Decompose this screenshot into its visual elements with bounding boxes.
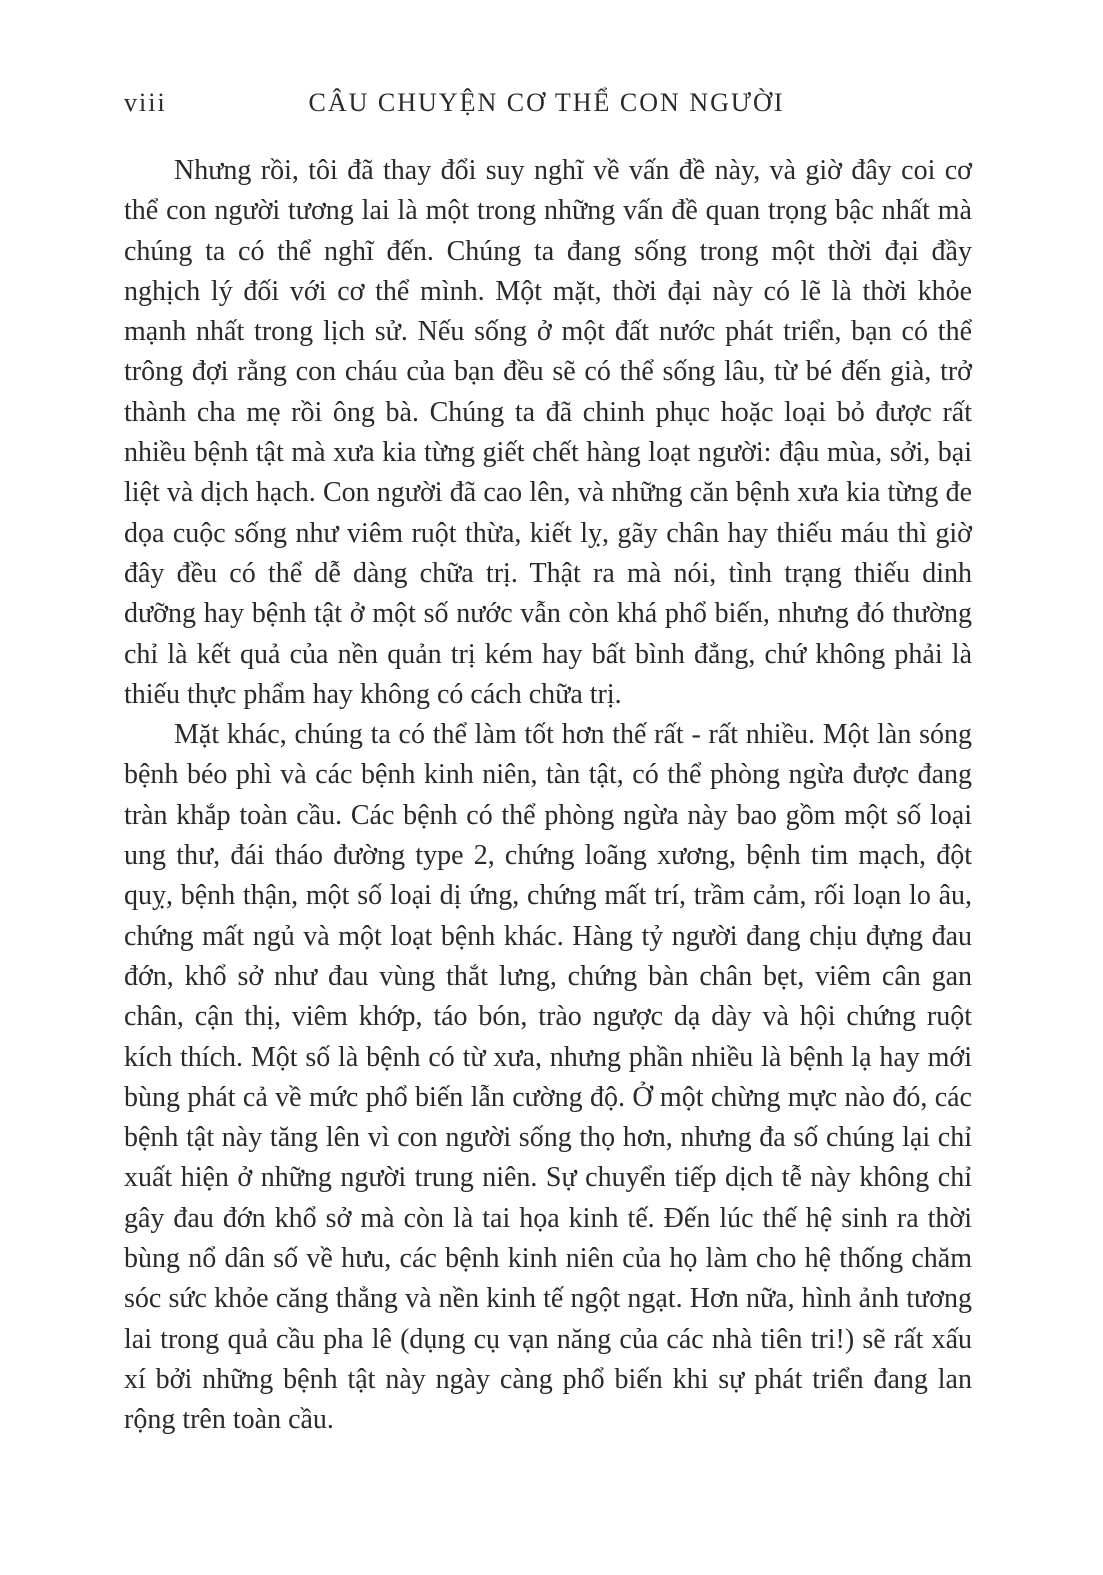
paragraph-1: Nhưng rồi, tôi đã thay đổi suy nghĩ về vấn đề này, và giờ đây coi cơ thể con người tương lai là một trong những vấn đề quan trọng bậc nhất mà chúng ta có thể nghĩ đến. Chúng ta đang sống trong một thời đại đầy nghịch lý đối với cơ thể mình. Một mặt, thời đại này có lẽ là thời khỏe mạnh nhất trong lịch sử. Nếu sống ở một đất nước phát triển, bạn có thể trông đợi rằng con cháu của bạn đều sẽ có thể sống lâu, từ bé đến già, trở thành cha mẹ rồi ông bà. Chúng ta đã chinh phục hoặc loại bỏ được rất nhiều bệnh tật mà xưa kia từng giết chết hàng loạt người: đậu mùa, sởi, bại liệt và dịch hạch. Con người đã cao lên, và những căn bệnh xưa kia từng đe dọa cuộc sống như viêm ruột thừa, kiết lỵ, gãy chân hay thiếu máu thì giờ đây đều có thể dễ dàng chữa trị. Thật ra mà nói, tình trạng thiếu dinh dưỡng hay bệnh tật ở một số nước vẫn còn khá phổ biến, nhưng đó thường chỉ là kết quả của nền quản trị kém hay bất bình đẳng, chứ không phải là thiếu thực phẩm hay không có cách chữa trị.: [124, 155, 972, 710]
running-title: CÂU CHUYỆN CƠ THỂ CON NGƯỜI: [308, 88, 785, 117]
page-number: viii: [124, 88, 167, 117]
running-header: [124, 88, 969, 124]
body-text: [124, 151, 972, 1441]
paragraph-2: Mặt khác, chúng ta có thể làm tốt hơn thế rất - rất nhiều. Một làn sóng bệnh béo phì và các bệnh kinh niên, tàn tật, có thể phòng ngừa được đang tràn khắp toàn cầu. Các bệnh có thể phòng ngừa này bao gồm một số loại ung thư, đái tháo đường type 2, chứng loãng xương, bệnh tim mạch, đột quỵ, bệnh thận, một số loại dị ứng, chứng mất trí, trầm cảm, rối loạn lo âu, chứng mất ngủ và một loạt bệnh khác. Hàng tỷ người đang chịu đựng đau đớn, khổ sở như đau vùng thắt lưng, chứng bàn chân bẹt, viêm cân gan chân, cận thị, viêm khớp, táo bón, trào ngược dạ dày và hội chứng ruột kích thích. Một số là bệnh có từ xưa, nhưng phần nhiều là bệnh lạ hay mới bùng phát cả về mức phổ biến lẫn cường độ. Ở một chừng mực nào đó, các bệnh tật này tăng lên vì con người sống thọ hơn, nhưng đa số chúng lại chỉ xuất hiện ở những người trung niên. Sự chuyển tiếp dịch tễ này không chỉ gây đau đớn khổ sở mà còn là tai họa kinh tế. Đến lúc thế hệ sinh ra thời bùng nổ dân số về hưu, các bệnh kinh niên của họ làm cho hệ thống chăm sóc sức khỏe căng thẳng và nền kinh tế ngột ngạt. Hơn nữa, hình ảnh tương lai trong quả cầu pha lê (dụng cụ vạn năng của các nhà tiên tri!) sẽ rất xấu xí bởi những bệnh tật này ngày càng phổ biến khi sự phát triển đang lan rộng trên toàn cầu.: [124, 719, 972, 1436]
